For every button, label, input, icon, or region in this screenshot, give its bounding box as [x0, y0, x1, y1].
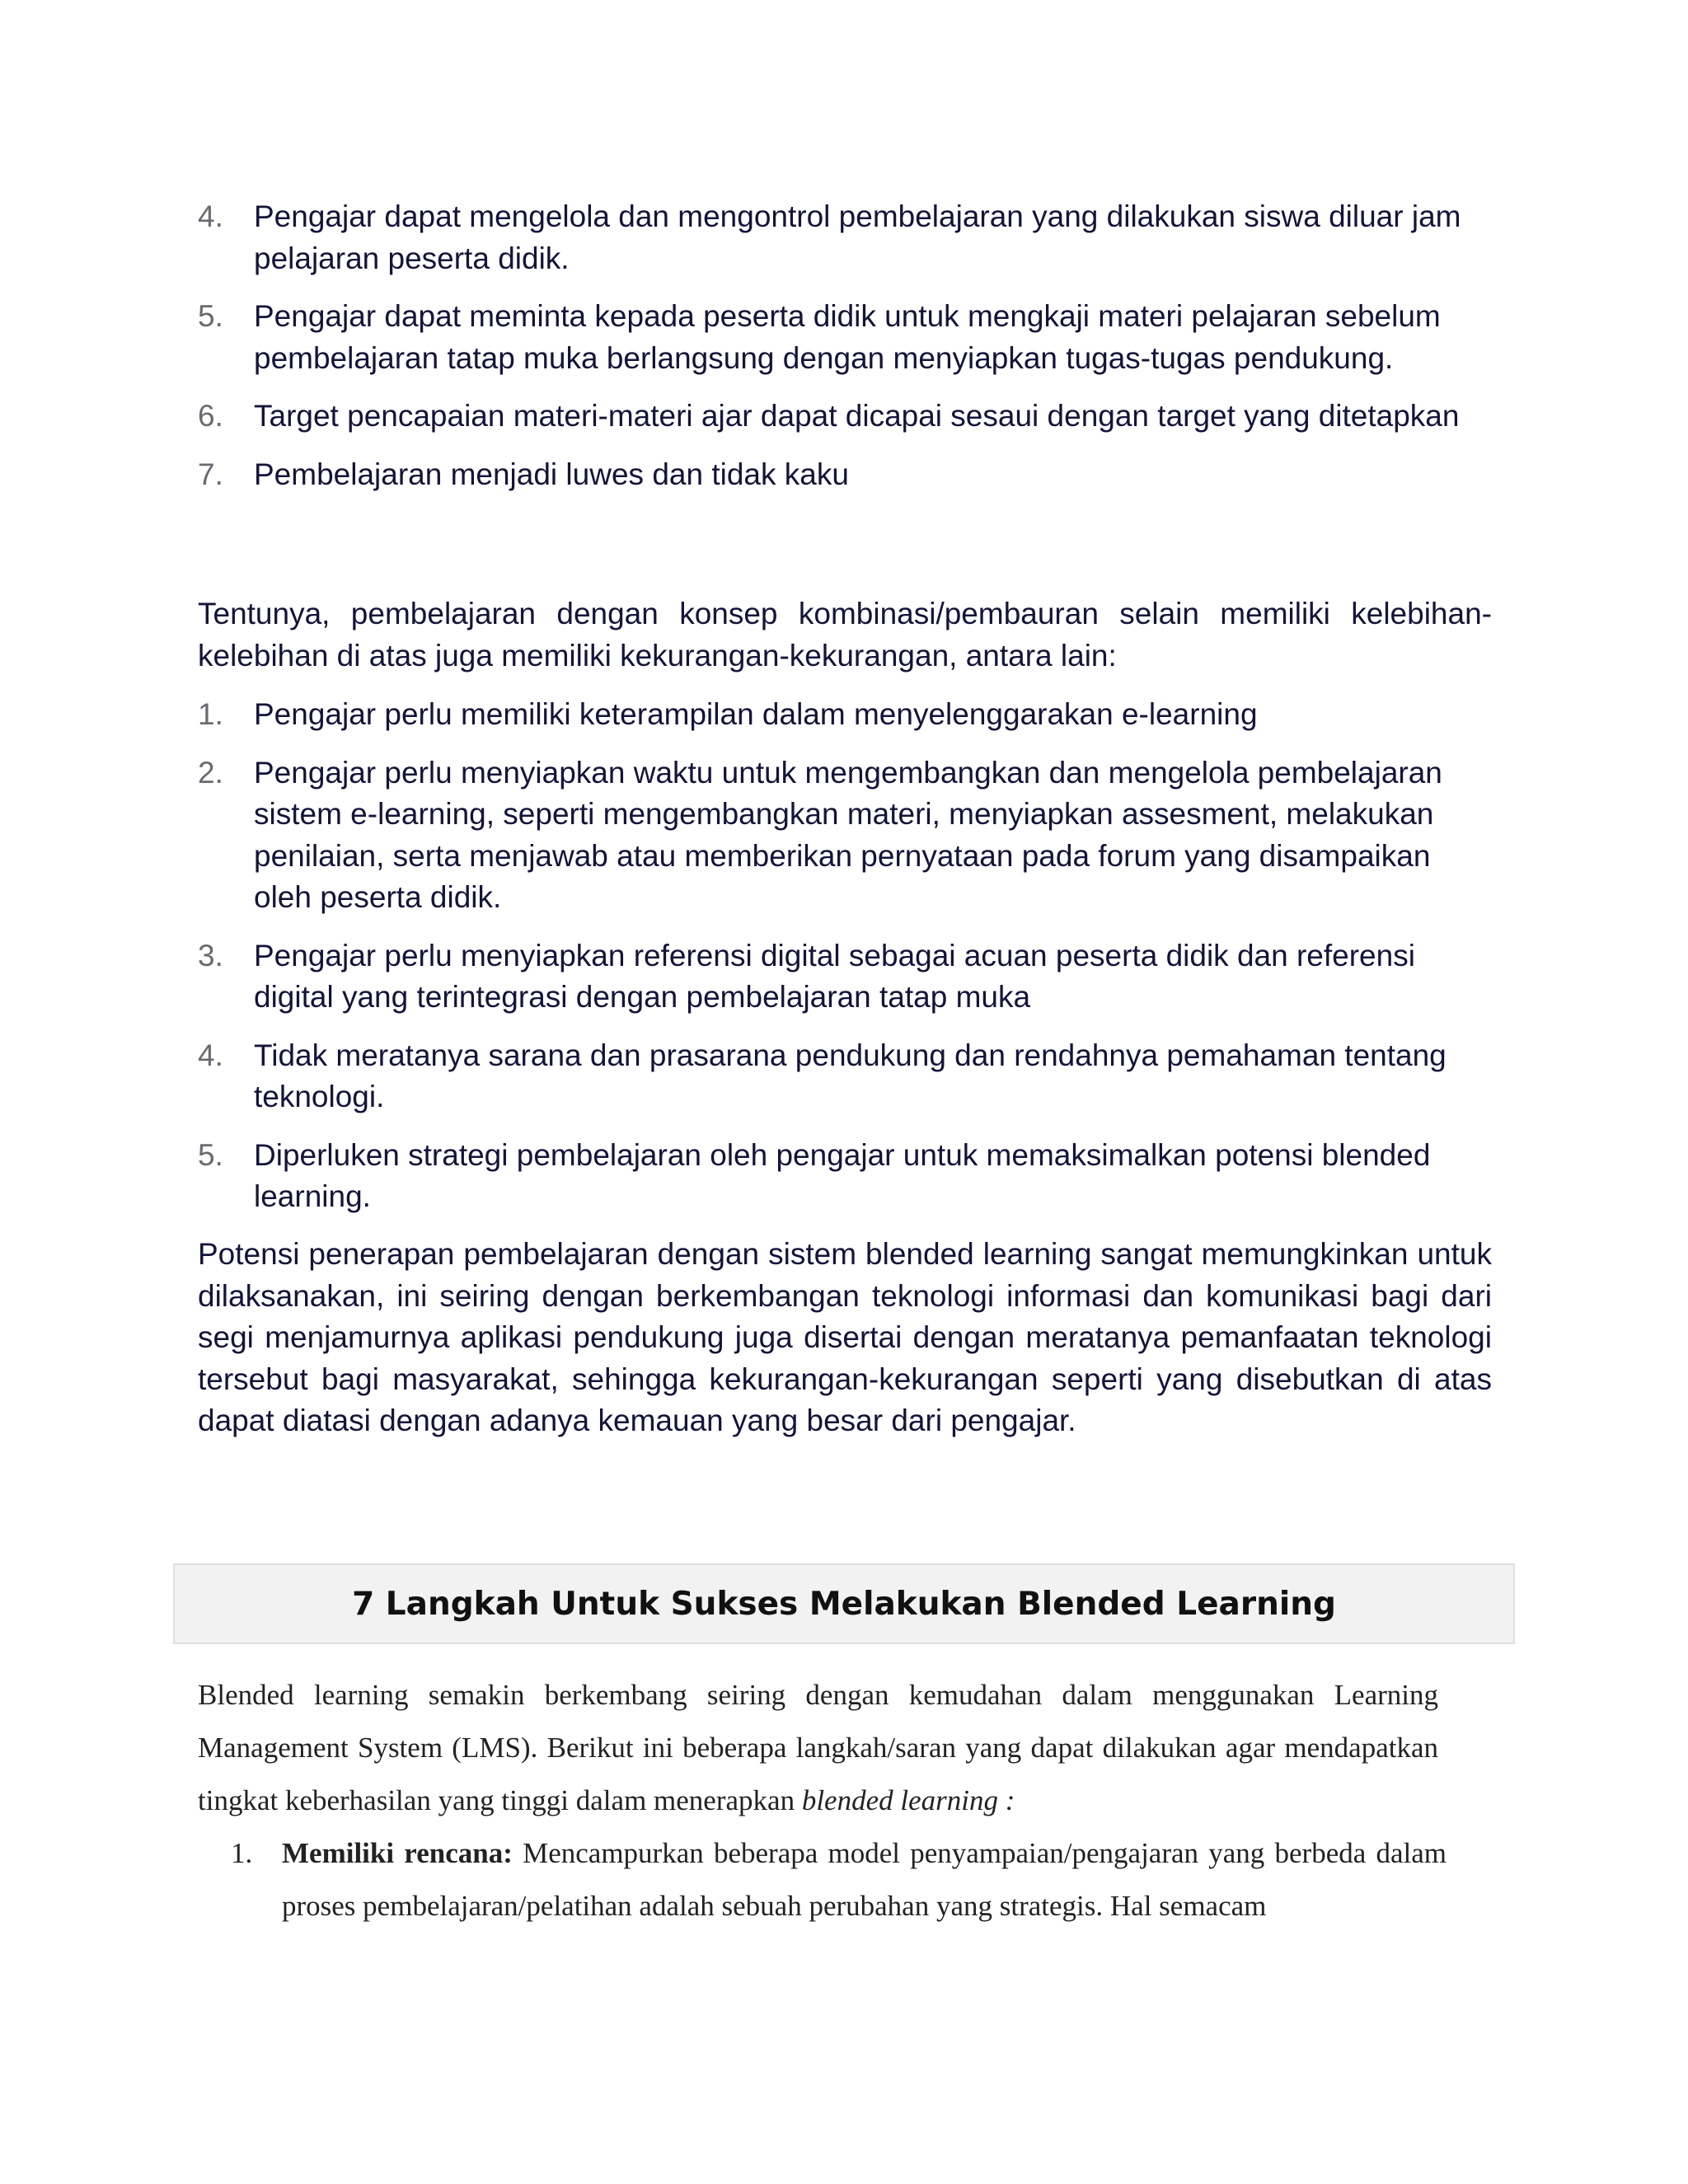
- list-item: [198, 454, 1492, 496]
- list-text: Target pencapaian materi-materi ajar dapat dicapai sesaui dengan target yang ditetapkan: [254, 399, 1460, 433]
- list-number: 2.: [198, 755, 223, 790]
- list-item: [198, 694, 1492, 736]
- section-intro-paragraph: [198, 1669, 1438, 1827]
- step-text: Mencampurkan beberapa model penyampaian/pengajaran yang berbeda dalam proses pembelajaran/pelatihan adalah sebuah perubahan yang strategis. Hal semacam: [282, 1837, 1447, 1922]
- list-number: 1.: [198, 697, 223, 731]
- list-text: Pengajar perlu menyiapkan referensi digital sebagai acuan peserta didik dan referensi digital yang terintegrasi dengan pembelajaran tatap muka: [254, 938, 1415, 1014]
- steps-list: [231, 1827, 1447, 1933]
- list-text: Pengajar perlu menyiapkan waktu untuk mengembangkan dan mengelola pembelajaran sistem e-learning, seperti mengembangkan materi, menyiapkan assesment, melakukan penilaian, serta menjawab atau memberikan pernyataan pada forum yang disampaikan oleh peserta didik.: [254, 755, 1442, 914]
- list-item: [198, 396, 1492, 438]
- list-text: Pengajar dapat mengelola dan mengontrol pembelajaran yang dilakukan siswa diluar jam pelajaran peserta didik.: [254, 199, 1461, 275]
- list-item: [198, 196, 1492, 279]
- section-intro-italic: blended learning :: [801, 1784, 1015, 1816]
- list-item: [198, 935, 1492, 1019]
- advantages-list-continued: [198, 196, 1492, 512]
- list-text: Pengajar dapat meminta kepada peserta didik untuk mengkaji materi pelajaran sebelum pembelajaran tatap muka berlangsung dengan menyiapkan tugas-tugas pendukung.: [254, 299, 1441, 375]
- list-item: [198, 296, 1492, 379]
- list-number: 4.: [198, 199, 223, 233]
- step-title: Memiliki rencana:: [282, 1837, 513, 1869]
- list-number: 5.: [198, 1137, 223, 1172]
- section-heading: 7 Langkah Untuk Sukses Melakukan Blended Learning: [352, 1585, 1336, 1623]
- list-item: [198, 1135, 1492, 1218]
- list-number: 1.: [231, 1837, 253, 1869]
- list-text: Pengajar perlu memiliki keterampilan dalam menyelenggarakan e-learning: [254, 697, 1258, 731]
- list-item: [198, 1035, 1492, 1118]
- potensi-paragraph: Potensi penerapan pembelajaran dengan sistem blended learning sangat memungkinkan untuk dilaksanakan, ini seiring dengan berkembangan teknologi informasi dan komunikasi bagi dari segi menjamurnya aplikasi pendukung juga disertai dengan meratanya pemanfaatan teknologi tersebut bagi masyarakat, sehingga kekurangan-kekurangan seperti yang disebutkan di atas dapat diatasi dengan adanya kemauan yang besar dari pengajar.: [198, 1237, 1492, 1437]
- list-number: 3.: [198, 938, 223, 972]
- disadvantages-list: [198, 694, 1492, 1235]
- list-number: 6.: [198, 399, 223, 433]
- section-heading-box: [173, 1563, 1515, 1644]
- list-item: [231, 1827, 1447, 1933]
- list-number: 5.: [198, 299, 223, 333]
- list-text: Pembelajaran menjadi luwes dan tidak kaku: [254, 457, 849, 491]
- list-text: Tidak meratanya sarana dan prasarana pendukung dan rendahnya pemahaman tentang teknologi.: [254, 1038, 1447, 1113]
- list-item: [198, 752, 1492, 919]
- intro-kekurangan-paragraph: Tentunya, pembelajaran dengan konsep kombinasi/pembauran selain memiliki kelebihan-kelebihan di atas juga memiliki kekurangan-kekurangan, antara lain:: [198, 597, 1492, 673]
- section-intro-text: Blended learning semakin berkembang seiring dengan kemudahan dalam menggunakan Learning Management System (LMS). Berikut ini beberapa langkah/saran yang dapat dilakukan agar mendapatkan tingkat keberhasilan yang tinggi dalam menerapkan: [198, 1679, 1438, 1816]
- list-number: 4.: [198, 1038, 223, 1072]
- list-number: 7.: [198, 457, 223, 491]
- list-text: Diperluken strategi pembelajaran oleh pengajar untuk memaksimalkan potensi blended learning.: [254, 1137, 1431, 1213]
